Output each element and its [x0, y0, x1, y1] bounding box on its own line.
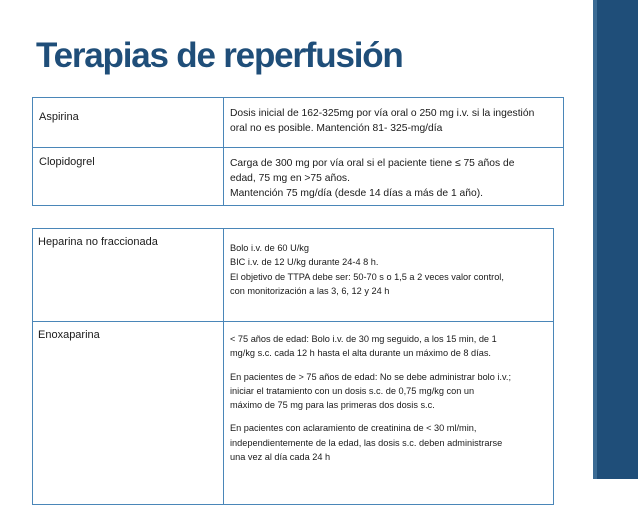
drug-name-clopidogrel: Clopidogrel [33, 148, 224, 206]
table-row [33, 229, 554, 322]
decorative-side-band [597, 0, 638, 479]
dosage-line: Bolo i.v. de 60 U/kg [230, 243, 309, 253]
dosage-line: El objetivo de TTPA debe ser: 50-70 s o 1,5 a 2 veces valor control, [230, 271, 504, 282]
drug-dosage-heparina [224, 229, 554, 322]
dosage-line: En pacientes con aclaramiento de creatinina de < 30 ml/min, [230, 423, 477, 434]
dosage-line: iniciar el tratamiento con un dosis s.c. de 0,75 mg/kg con un [230, 385, 475, 396]
paragraph-gap [230, 361, 547, 370]
dosage-line: máximo de 75 mg para las primeras dos dosis s.c. [230, 400, 435, 411]
drug-dosage-aspirina [224, 98, 564, 148]
dosage-line: Mantención 75 mg/día (desde 14 días a más de 1 año). [230, 188, 484, 199]
antiplatelet-table [32, 97, 564, 206]
dosage-line: con monitorización a las 3, 6, 12 y 24 h [230, 285, 390, 296]
dosage-line: oral no es posible. Mantención 81- 325-mg/día [230, 123, 443, 134]
dosage-line: Dosis inicial de 162-325mg por vía oral o 250 mg i.v. si la ingestión [230, 108, 535, 119]
dosage-line: < 75 años de edad: Bolo i.v. de 30 mg seguido, a los 15 min, de 1 [230, 334, 497, 344]
dosage-line: Carga de 300 mg por vía oral si el paciente tiene ≤ 75 años de [230, 158, 515, 169]
anticoagulant-table [32, 228, 554, 505]
drug-name-heparina: Heparina no fraccionada [33, 229, 224, 322]
slide-title: Terapias de reperfusión [36, 36, 403, 75]
drug-dosage-enoxaparina [224, 322, 554, 505]
table-row [33, 148, 564, 206]
dosage-line: una vez al día cada 24 h [230, 452, 331, 463]
dosage-line: independientemente de la edad, las dosis s.c. deben administrarse [230, 437, 503, 448]
dosage-line: edad, 75 mg en >75 años. [230, 173, 350, 184]
paragraph-gap [230, 412, 547, 421]
drug-name-aspirina: Aspirina [33, 98, 224, 148]
dosage-line: En pacientes de > 75 años de edad: No se debe administrar bolo i.v.; [230, 371, 511, 382]
drug-dosage-clopidogrel [224, 148, 564, 206]
drug-name-enoxaparina: Enoxaparina [33, 322, 224, 505]
table-row [33, 98, 564, 148]
table-row [33, 322, 554, 505]
dosage-line: BIC i.v. de 12 U/kg durante 24-4 8 h. [230, 257, 379, 268]
dosage-line: mg/kg s.c. cada 12 h hasta el alta durante un máximo de 8 días. [230, 348, 491, 359]
